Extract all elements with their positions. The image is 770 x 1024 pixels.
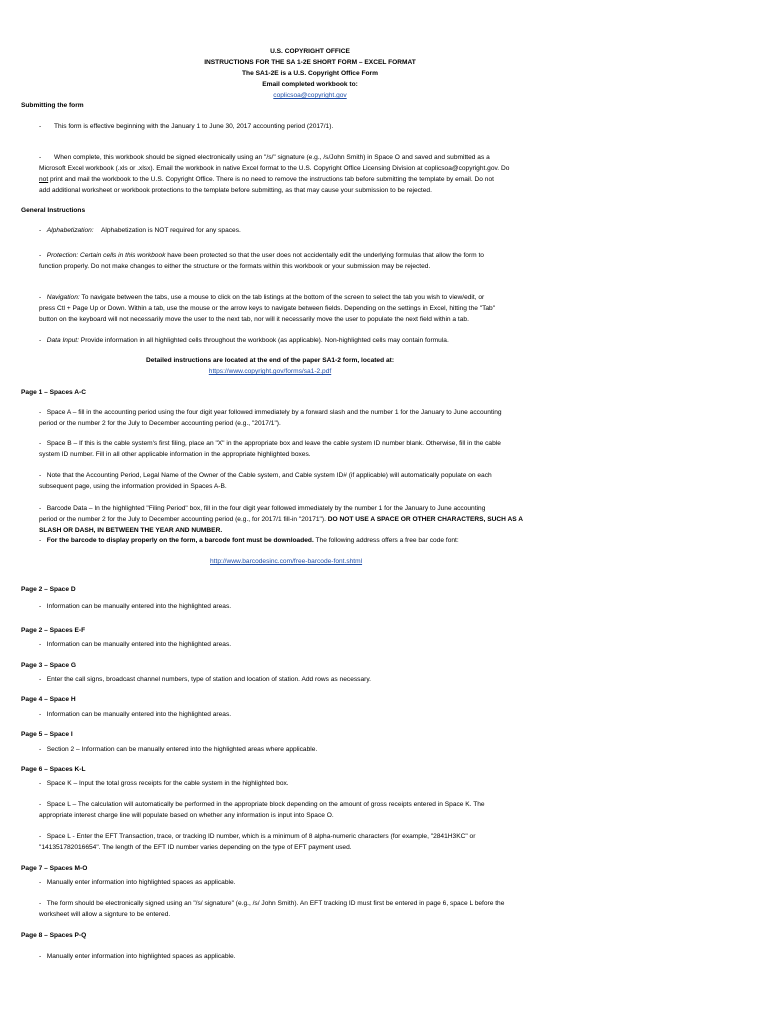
section-item: - Information can be manually entered into the highlighted areas. (39, 711, 232, 718)
section-heading: Page 5 – Space I (21, 731, 73, 738)
page7-signature-line-2: worksheet will allow a signture to be entered. (39, 911, 171, 918)
general-protection-line-2: function properly. Do not make changes to either the structure or the formats within this workbook or your submission may be rejected. (39, 263, 431, 270)
submitting-item-1: - This form is effective beginning with the January 1 to June 30, 2017 accounting period (2017/1). (39, 123, 334, 130)
page1-note-line-2: subsequent page, using the information provided in Spaces A-B. (39, 483, 227, 490)
page6-space-l-line-2: appropriate interest charge line will populate based on whether any information is input into Space O. (39, 812, 334, 819)
barcode-font-link[interactable]: http://www.barcodesinc.com/free-barcode-font.shtml (210, 558, 363, 565)
page1-space-b: - Space B – If this is the cable system's first filing, place an "X" in the appropriate box and leave the cable system ID number blank. Otherwise, fill in the cable (39, 440, 501, 447)
page6-eft-line-2: "141351782016654". The length of the EFT ID number varies depending on the type of EFT payment used. (39, 844, 352, 851)
page7-signature: - The form should be electronically signed using an "/s/ signature" (e.g., /s/ John Smith). An EFT tracking ID must first be entered in page 6, space L before the (39, 900, 505, 907)
page6-space-k: - Space K – Input the total gross receipts for the cable system in the highlighted box. (39, 780, 289, 787)
page8-item: - Manually enter information into highlighted spaces as applicable. (39, 953, 236, 960)
header-form-note: The SA1-2E is a U.S. Copyright Office Form (242, 70, 378, 77)
page6-space-l: - Space L – The calculation will automatically be performed in the appropriate block depending on the amount of gross receipts entered in Space K. The (39, 801, 485, 808)
detailed-instructions-link[interactable]: https://www.copyright.gov/forms/sa1-2.pdf (208, 368, 332, 375)
section-item: - Information can be manually entered into the highlighted areas. (39, 603, 232, 610)
general-navigation-line-2: press Ctl + Page Up or Down. Within a tab, use the mouse or the arrow keys to navigate between fields. Depending on the settings in Excel, hitting the "Tab" (39, 305, 496, 312)
general-navigation-line-3: button on the keyboard will not necessarily move the user to the next tab, nor will it necessarily move the user to populate the next field within a tab. (39, 316, 469, 323)
page6-heading: Page 6 – Spaces K-L (21, 766, 86, 773)
detailed-instructions: Detailed instructions are located at the end of the paper SA1-2 form, located at: (145, 357, 395, 364)
header-email-label: Email completed workbook to: (262, 81, 358, 88)
header-email-link[interactable]: coplicsoa@copyright.gov (273, 92, 347, 99)
page1-space-b-line-2: system ID number. Fill in all other applicable information in the appropriate highlighted boxes. (39, 451, 311, 458)
submitting-item-2-line-2: Microsoft Excel workbook (.xls or .xlsx). Email the workbook in native Excel format to the U.S. Copyright Office Licensing Division at coplicsoa@copyright.gov. Do (39, 165, 510, 172)
section-heading: Page 2 – Space D (21, 586, 76, 593)
section-item: - Enter the call signs, broadcast channel numbers, type of station and location of station. Add rows as necessary. (39, 676, 371, 683)
header-subtitle: INSTRUCTIONS FOR THE SA 1-2E SHORT FORM – EXCEL FORMAT (204, 59, 416, 66)
page1-barcode-font: - For the barcode to display properly on the form, a barcode font must be downloaded. The following address offers a free bar code font: (39, 537, 459, 544)
section-heading: Page 2 – Spaces E-F (21, 627, 86, 634)
section-item: - Section 2 – Information can be manually entered into the highlighted areas where applicable. (39, 746, 318, 753)
page6-eft: - Space L - Enter the EFT Transaction, trace, or tracking ID number, which is a minimum of 8 alpha-numeric characters (for example, "2841H3KC" or (39, 833, 476, 840)
page1-space-a: - Space A – fill in the accounting period using the four digit year followed immediately by a forward slash and the number 1 for the January to June accounting (39, 409, 502, 416)
page1-space-a-line-2: period or the number 2 for the July to December accounting period (e.g., "2017/1"). (39, 420, 281, 427)
page7-item: - Manually enter information into highlighted spaces as applicable. (39, 879, 236, 886)
section-item: - Information can be manually entered into the highlighted areas. (39, 641, 232, 648)
page1-barcode-line-2: period or the number 2 for the July to December accounting period (e.g., for 2017/1 fill-in "20171"). DO NOT USE A SPACE OR OTHER CHARACTERS, SUCH AS A (39, 516, 523, 523)
page7-heading: Page 7 – Spaces M-O (21, 865, 88, 872)
general-heading: General Instructions (21, 207, 86, 214)
page8-heading: Page 8 – Spaces P-Q (21, 932, 87, 939)
submitting-heading: Submitting the form (21, 102, 84, 109)
section-heading: Page 3 – Space G (21, 662, 76, 669)
submitting-item-2: - When complete, this workbook should be signed electronically using an "/s/" signature (e.g., /s/John Smith) in Space O and saved and submitted as a (39, 154, 490, 161)
submitting-item-2-line-4: add additional worksheet or workbook protections to the template before submitting, as that may cause your submission to be rejected. (39, 187, 432, 194)
page1-heading: Page 1 – Spaces A-C (21, 389, 86, 396)
page1-barcode: - Barcode Data – In the highlighted "Filing Period" box, fill in the four digit year followed immediately by the number 1 for the January to June accounting (39, 505, 486, 512)
page1-barcode-line-3: SLASH OR DASH, IN BETWEEN THE YEAR AND NUMBER. (39, 527, 223, 534)
submitting-item-2-line-3: not print and mail the workbook to the U.S. Copyright Office. There is no need to remove the instructions tab before submitting the template by email. Do not (39, 176, 494, 183)
general-navigation: - Navigation: To navigate between the tabs, use a mouse to click on the tab listings at the bottom of the screen to select the tab you wish to view/edit, or (39, 294, 485, 301)
general-alphabetization: - Alphabetization: Alphabetization is NOT required for any spaces. (39, 227, 241, 234)
general-protection: - Protection: Certain cells in this workbook have been protected so that the user does not accidentally edit the underlying formulas that allow the form to (39, 252, 484, 259)
general-data-input: - Data Input: Provide information in all highlighted cells throughout the workbook (as applicable). Non-highlighted cells may contain formula. (39, 337, 449, 344)
section-heading: Page 4 – Space H (21, 696, 76, 703)
header-title: U.S. COPYRIGHT OFFICE (270, 48, 350, 55)
page1-note: - Note that the Accounting Period, Legal Name of the Owner of the Cable system, and Cable system ID# (if applicable) will automatically populate on each (39, 472, 492, 479)
